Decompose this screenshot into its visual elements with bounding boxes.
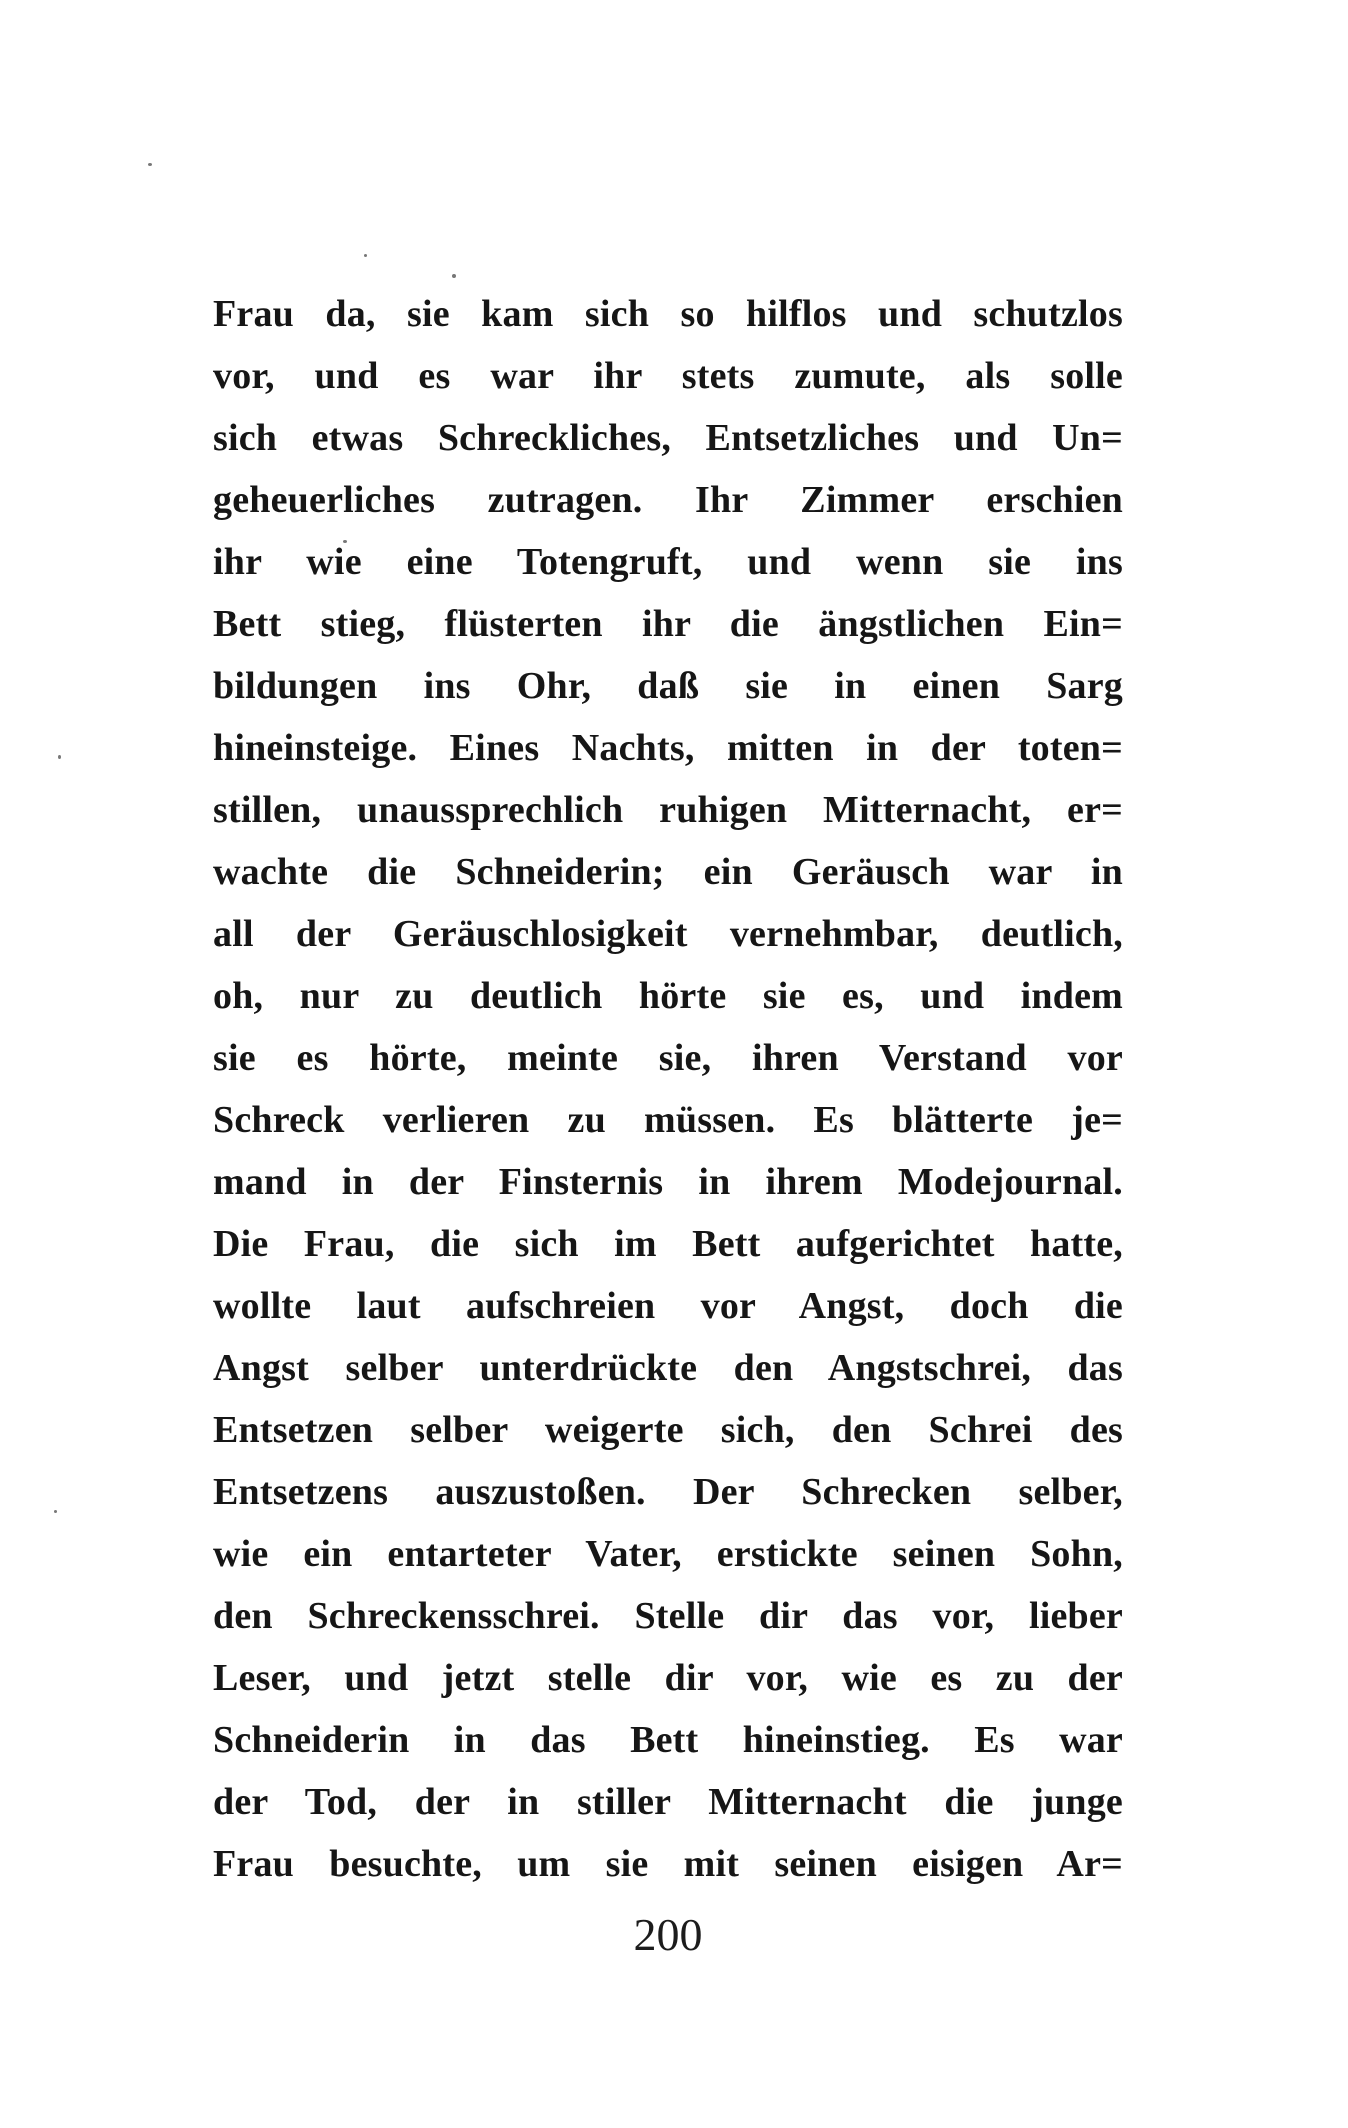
text-line: stillen, unaussprechlich ruhigen Mitternacht, er= xyxy=(213,789,1123,831)
text-line: sie es hörte, meinte sie, ihren Verstand vor xyxy=(213,1037,1123,1079)
text-line: vor, und es war ihr stets zumute, als solle xyxy=(213,355,1123,397)
text-line: Entsetzens auszustoßen. Der Schrecken selber, xyxy=(213,1471,1123,1513)
text-line: all der Geräuschlosigkeit vernehmbar, deutlich, xyxy=(213,913,1123,955)
text-line: oh, nur zu deutlich hörte sie es, und indem xyxy=(213,975,1123,1017)
text-line: den Schreckensschrei. Stelle dir das vor, lieber xyxy=(213,1595,1123,1637)
text-line: ihr wie eine Totengruft, und wenn sie ins xyxy=(213,541,1123,583)
text-line: wie ein entarteter Vater, erstickte seinen Sohn, xyxy=(213,1533,1123,1575)
text-line: Schreck verlieren zu müssen. Es blätterte je= xyxy=(213,1099,1123,1141)
text-line: der Tod, der in stiller Mitternacht die junge xyxy=(213,1781,1123,1823)
text-line: wachte die Schneiderin; ein Geräusch war in xyxy=(213,851,1123,893)
text-line: Frau da, sie kam sich so hilflos und schutzlos xyxy=(213,293,1123,335)
scan-speck xyxy=(148,163,152,166)
text-line: wollte laut aufschreien vor Angst, doch die xyxy=(213,1285,1123,1327)
text-line: mand in der Finsternis in ihrem Modejournal. xyxy=(213,1161,1123,1203)
text-line: sich etwas Schreckliches, Entsetzliches und Un= xyxy=(213,417,1123,459)
text-line: Leser, und jetzt stelle dir vor, wie es zu der xyxy=(213,1657,1123,1699)
text-line: Angst selber unterdrückte den Angstschrei, das xyxy=(213,1347,1123,1389)
text-line: Die Frau, die sich im Bett aufgerichtet hatte, xyxy=(213,1223,1123,1265)
scan-speck xyxy=(54,1510,57,1513)
text-line: Schneiderin in das Bett hineinstieg. Es war xyxy=(213,1719,1123,1761)
text-line: Bett stieg, flüsterten ihr die ängstlichen Ein= xyxy=(213,603,1123,645)
scan-speck xyxy=(58,755,61,759)
text-line: geheuerliches zutragen. Ihr Zimmer erschien xyxy=(213,479,1123,521)
page-number: 200 xyxy=(633,1909,703,1960)
scan-speck xyxy=(364,254,367,257)
text-line: bildungen ins Ohr, daß sie in einen Sarg xyxy=(213,665,1123,707)
text-line: hineinsteige. Eines Nachts, mitten in der toten= xyxy=(213,727,1123,769)
text-line: Entsetzen selber weigerte sich, den Schrei des xyxy=(213,1409,1123,1451)
text-line: Frau besuchte, um sie mit seinen eisigen Ar= xyxy=(213,1843,1123,1885)
scan-speck xyxy=(452,274,456,278)
text-block xyxy=(213,283,1123,1895)
